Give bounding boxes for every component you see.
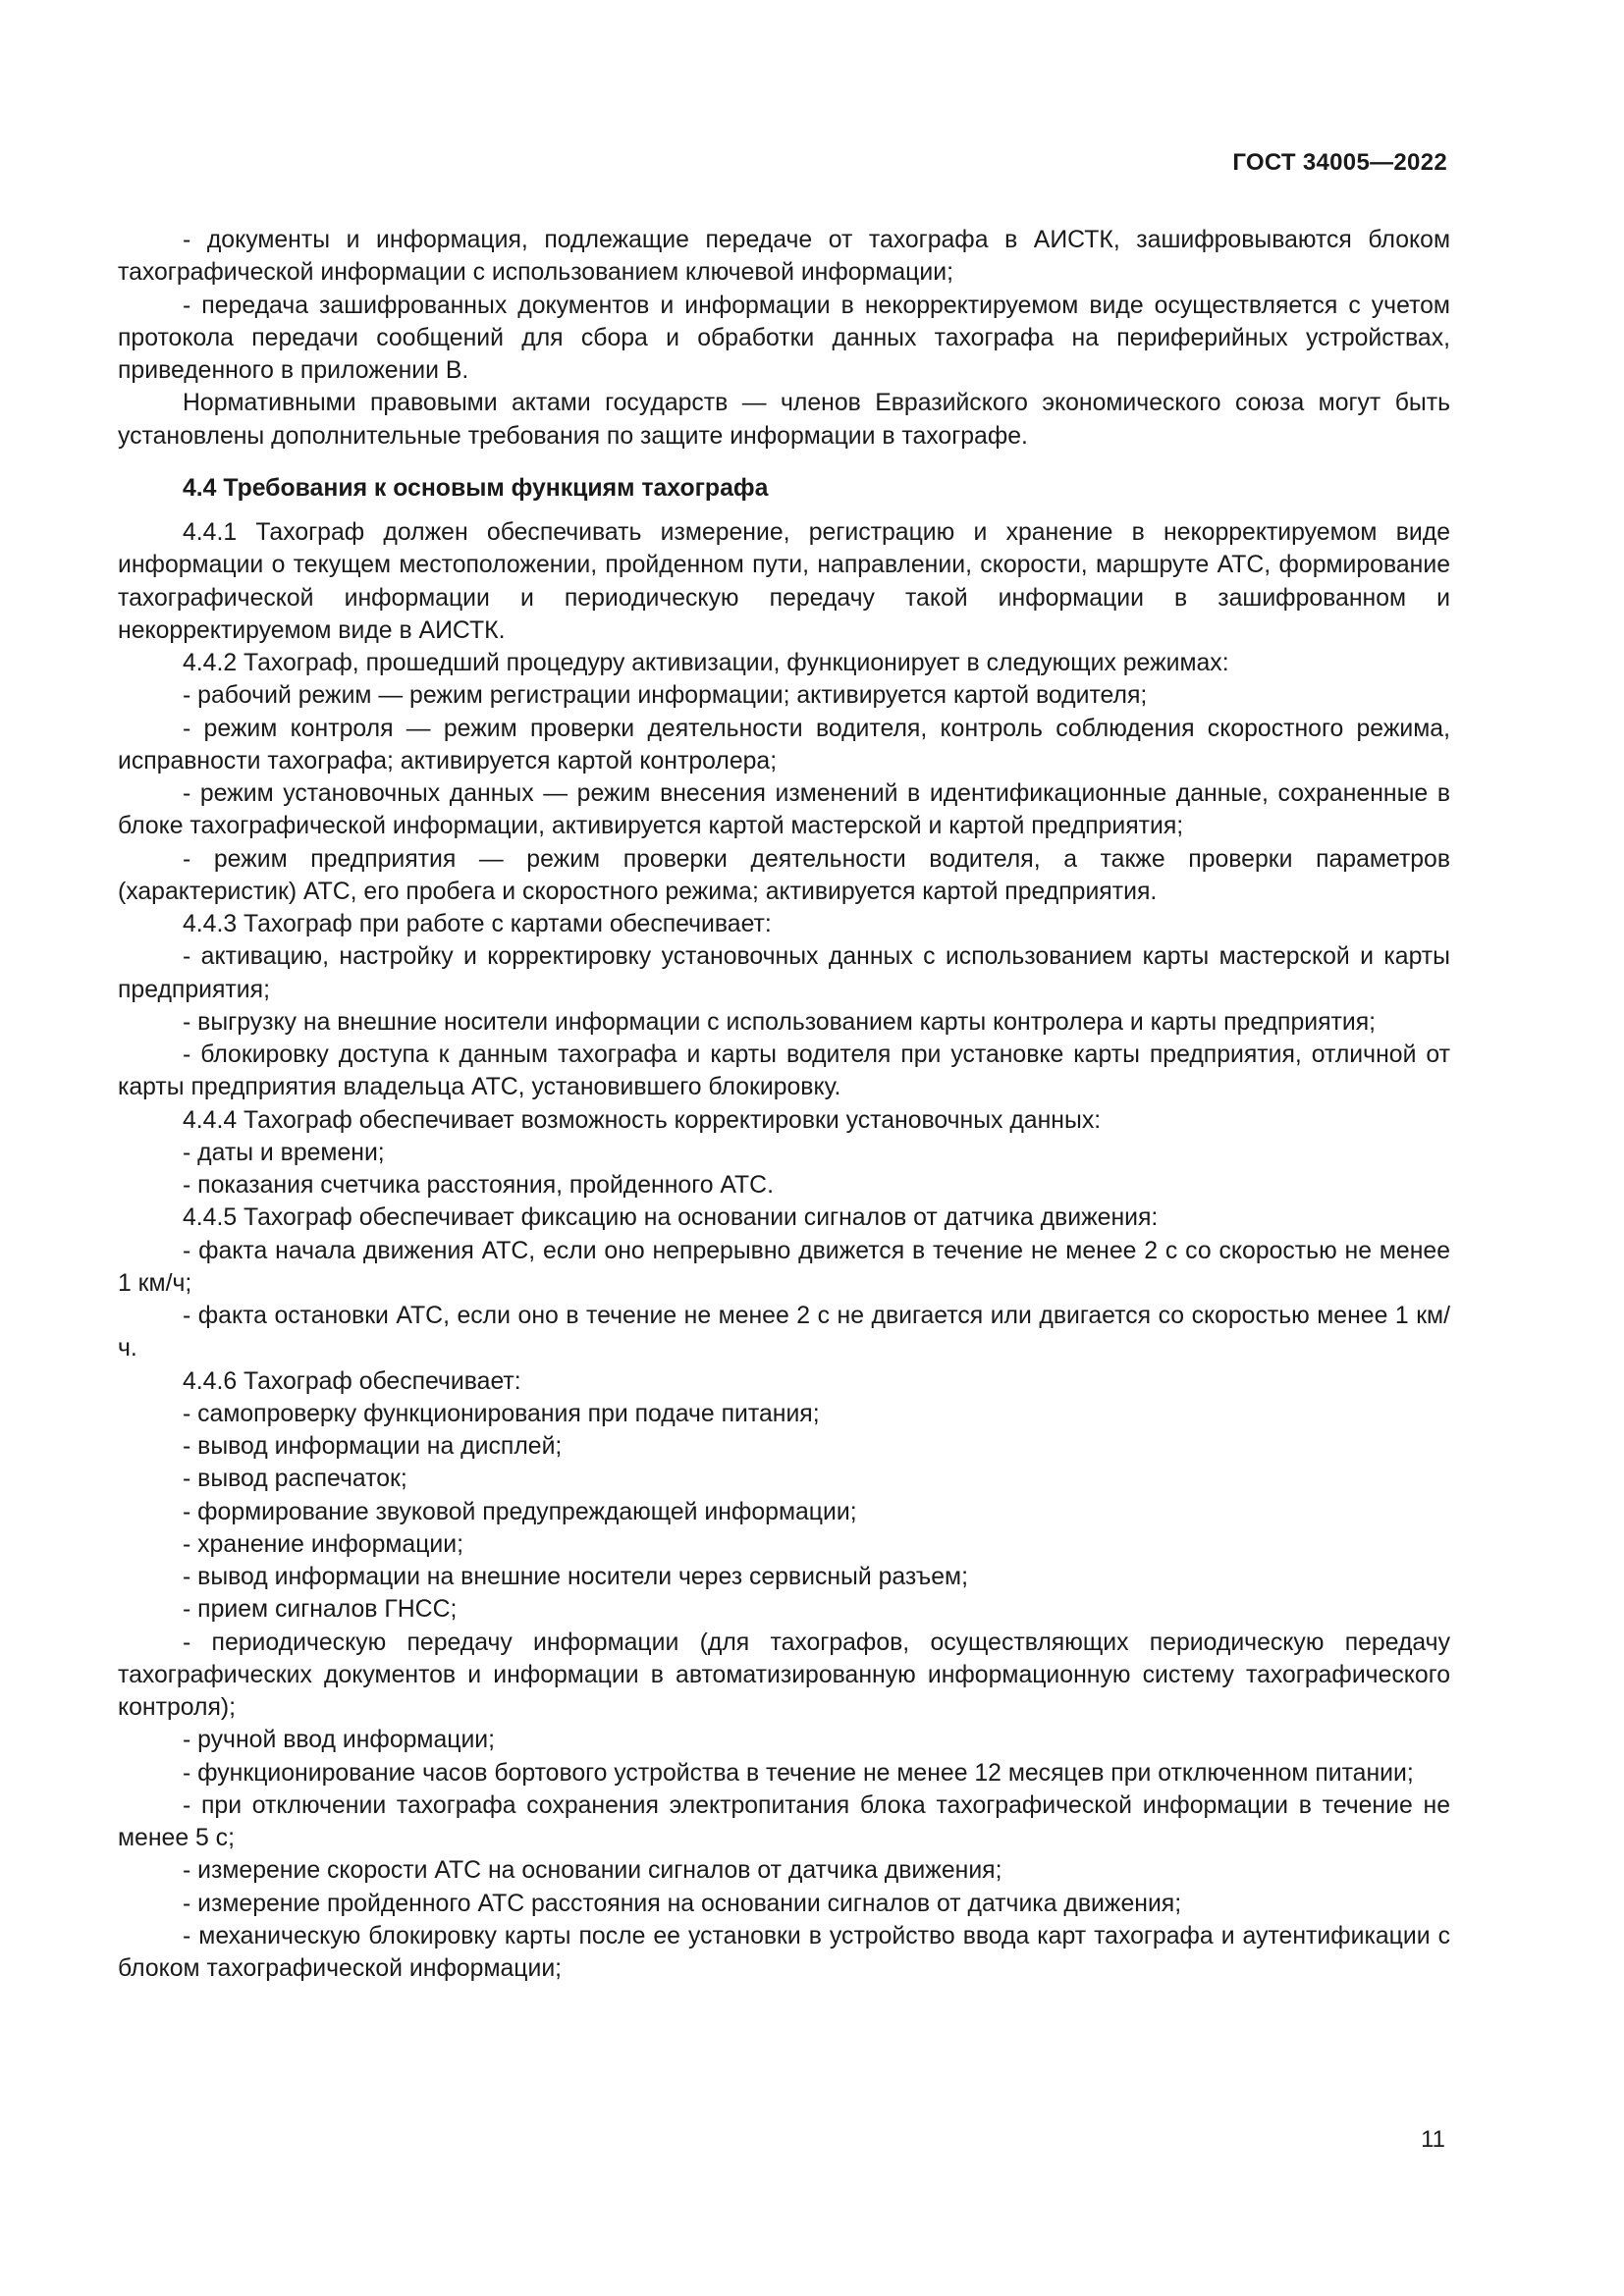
list-item: - при отключении тахографа сохранения электропитания блока тахографической информации в течение не менее 5 с; bbox=[118, 1791, 1450, 1851]
paragraph: 4.4.3 Тахограф при работе с картами обеспечивает: bbox=[183, 911, 772, 937]
paragraph: Нормативными правовыми актами государств — членов Евразийского экономического союза могут быть установлены дополнительные требования по защите информации в тахографе. bbox=[118, 390, 1450, 450]
list-item: - вывод распечаток; bbox=[183, 1466, 407, 1493]
list-item: - режим предприятия — режим проверки деятельности водителя, а также проверки параметров (характеристик) АТС, его пробега и скоростного режима; активируется картой предприятия. bbox=[118, 845, 1450, 905]
list-item: - выгрузку на внешние носители информации с использованием карты контролера и карты предприятия; bbox=[183, 1008, 1377, 1036]
list-item: - блокировку доступа к данным тахографа и карты водителя при установке карты предприятия, отличной от карты предприятия владельца АТС, установившего блокировку. bbox=[118, 1041, 1450, 1101]
list-item: - даты и времени; bbox=[183, 1139, 385, 1166]
list-item: - факта начала движения АТС, если оно непрерывно движется в течение не менее 2 с со скоростью не менее 1 км/ч; bbox=[118, 1237, 1450, 1297]
list-item: - измерение скорости АТС на основании сигналов от датчика движения; bbox=[183, 1857, 1002, 1885]
list-item: - механическую блокировку карты после ее установки в устройство ввода карт тахографа и аутентификации с блоком тахографической информации; bbox=[118, 1922, 1450, 1982]
paragraph: - передача зашифрованных документов и информации в некорректируемом виде осуществляется с учетом протокола передачи сообщений для сбора и обработки данных тахографа на периферийных устройствах, приведенного в приложении В. bbox=[118, 292, 1450, 384]
list-item: - самопроверку функционирования при подаче питания; bbox=[183, 1400, 820, 1427]
list-item: - рабочий режим — режим регистрации информации; активируется картой водителя; bbox=[183, 682, 1148, 710]
list-item: - функционирование часов бортового устройства в течение не менее 12 месяцев при отключенном питании; bbox=[183, 1759, 1414, 1787]
section-heading: 4.4 Требования к основым функциям тахографа bbox=[183, 474, 769, 502]
list-item: - режим установочных данных — режим внесения изменений в идентификационные данные, сохраненные в блоке тахографической информации, активируется картой мастерской и картой предприятия; bbox=[118, 780, 1450, 840]
list-item: - ручной ввод информации; bbox=[183, 1727, 496, 1754]
document-header: ГОСТ 34005—2022 bbox=[1232, 149, 1447, 176]
list-item: - показания счетчика расстояния, пройденного АТС. bbox=[183, 1172, 774, 1199]
list-item: - хранение информации; bbox=[183, 1530, 463, 1558]
list-item: - факта остановки АТС, если оно в течение не менее 2 с не двигается или двигается со скоростью менее 1 км/ч. bbox=[118, 1303, 1450, 1362]
list-item: - вывод информации на дисплей; bbox=[183, 1433, 563, 1460]
paragraph: 4.4.6 Тахограф обеспечивает: bbox=[183, 1367, 521, 1395]
paragraph: 4.4.5 Тахограф обеспечивает фиксацию на основании сигналов от датчика движения: bbox=[183, 1204, 1159, 1232]
list-item: - периодическую передачу информации (для тахографов, осуществляющих периодическую передачу тахографических документов и информации в автоматизированную информационную систему тахографического контроля); bbox=[118, 1629, 1450, 1721]
list-item: - прием сигналов ГНСС; bbox=[183, 1596, 458, 1624]
paragraph: - документы и информация, подлежащие передаче от тахографа в АИСТК, зашифровываются блоком тахографической информации с использованием ключевой информации; bbox=[118, 227, 1450, 287]
page-number: 11 bbox=[1421, 2126, 1445, 2153]
list-item: - формирование звуковой предупреждающей информации; bbox=[183, 1498, 857, 1525]
document-body bbox=[118, 224, 1450, 1985]
list-item: - активацию, настройку и корректировку установочных данных с использованием карты мастерской и карты предприятия; bbox=[118, 943, 1450, 1003]
list-item: - режим контроля — режим проверки деятельности водителя, контроль соблюдения скоростного режима, исправности тахографа; активируется картой контролера; bbox=[118, 715, 1450, 774]
paragraph: 4.4.1 Тахограф должен обеспечивать измерение, регистрацию и хранение в некорректируемом виде информации о текущем местоположении, пройденном пути, направлении, скорости, маршруте АТС, формирование тахографической информации и периодическую передачу такой информации в зашифрованном и некорректируемом виде в АИСТК. bbox=[118, 519, 1450, 644]
paragraph: 4.4.2 Тахограф, прошедший процедуру активизации, функционирует в следующих режимах: bbox=[183, 650, 1229, 676]
list-item: - измерение пройденного АТС расстояния на основании сигналов от датчика движения; bbox=[183, 1890, 1182, 1917]
paragraph: 4.4.4 Тахограф обеспечивает возможность корректировки установочных данных: bbox=[183, 1106, 1102, 1134]
list-item: - вывод информации на внешние носители через сервисный разъем; bbox=[183, 1564, 968, 1590]
